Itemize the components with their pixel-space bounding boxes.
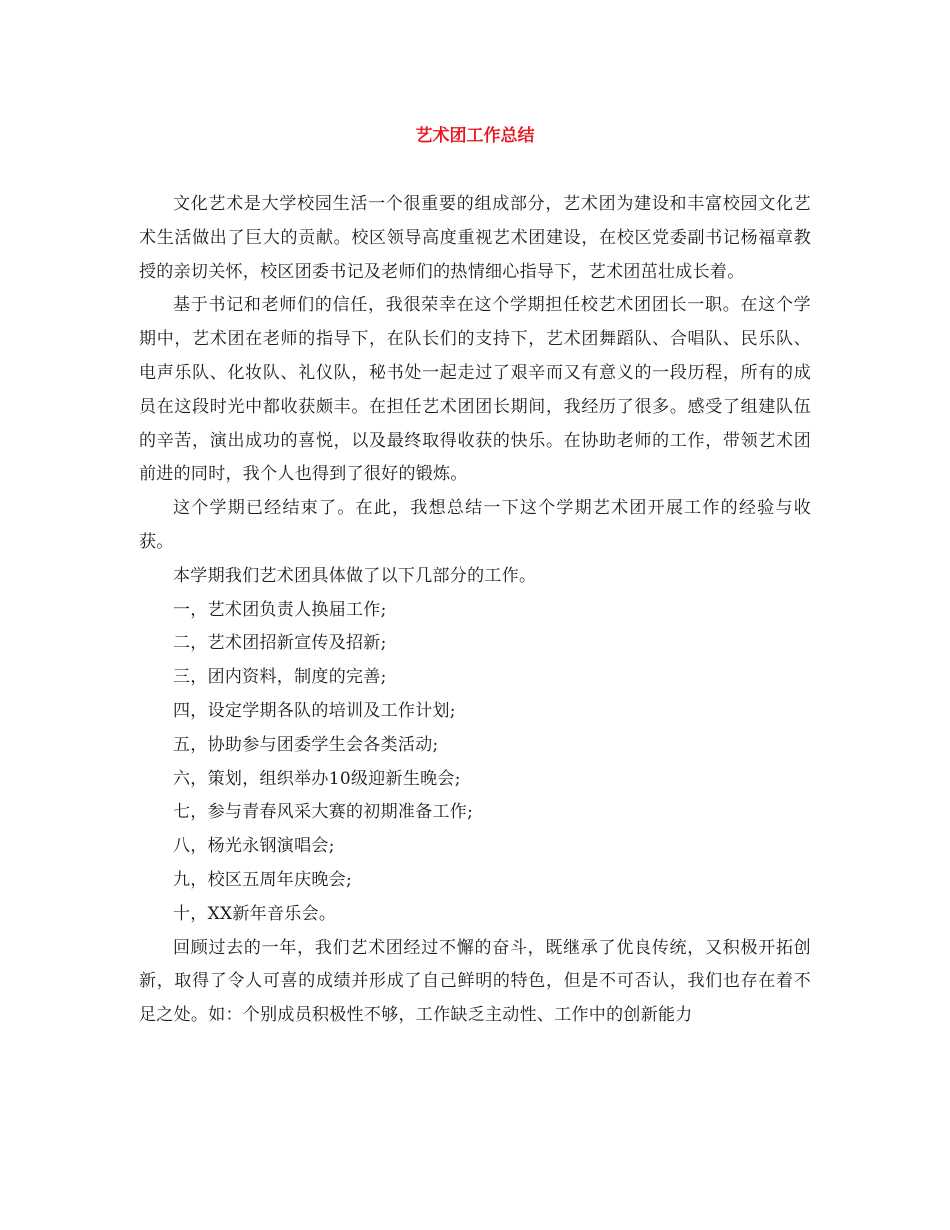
document-body	[139, 188, 811, 1033]
document-title: 艺术团工作总结	[415, 126, 535, 146]
list-item: 一，艺术团负责人换届工作;	[173, 599, 387, 620]
list-item: 二，艺术团招新宣传及招新;	[173, 633, 387, 654]
paragraph-review: 回顾过去的一年，我们艺术团经过不懈的奋斗，既继承了优良传统，又积极开拓创新，取得了令人可喜的成绩并形成了自己鲜明的特色，但是不可否认，我们也存在着不足之处。如：个别成员积极性不够，工作缺乏主动性、工作中的创新能力	[139, 937, 811, 1026]
list-item: 五，协助参与团委学生会各类活动;	[173, 734, 439, 755]
list-item: 八，杨光永钢演唱会;	[173, 836, 335, 857]
list-item: 六，策划，组织举办10级迎新生晚会;	[173, 768, 461, 789]
paragraph-work-intro: 本学期我们艺术团具体做了以下几部分的工作。	[173, 565, 537, 586]
list-item: 四，设定学期各队的培训及工作计划;	[173, 700, 456, 721]
paragraph-semester-end: 这个学期已经结束了。在此，我想总结一下这个学期艺术团开展工作的经验与收获。	[139, 498, 811, 552]
list-item: 十，XX新年音乐会。	[173, 903, 337, 924]
paragraph-role: 基于书记和老师们的信任，我很荣幸在这个学期担任校艺术团团长一职。在这个学期中，艺术团在老师的指导下，在队长们的支持下，艺术团舞蹈队、合唱队、民乐队、电声乐队、化妆队、礼仪队，秘书处一起走过了艰辛而又有意义的一段历程，所有的成员在这段时光中都收获颇丰。在担任艺术团团长期间，我经历了很多。感受了组建队伍的辛苦，演出成功的喜悦，以及最终取得收获的快乐。在协助老师的工作，带领艺术团前进的同时，我个人也得到了很好的锻炼。	[139, 295, 811, 485]
list-item: 七，参与青春风采大赛的初期准备工作;	[173, 802, 474, 823]
list-item: 三，团内资料，制度的完善;	[173, 667, 387, 688]
list-item: 九，校区五周年庆晚会;	[173, 869, 353, 890]
paragraph-intro: 文化艺术是大学校园生活一个很重要的组成部分，艺术团为建设和丰富校园文化艺术生活做出了巨大的贡献。校区领导高度重视艺术团建设，在校区党委副书记杨福章教授的亲切关怀，校区团委书记及老师们的热情细心指导下，艺术团茁壮成长着。	[139, 194, 811, 282]
